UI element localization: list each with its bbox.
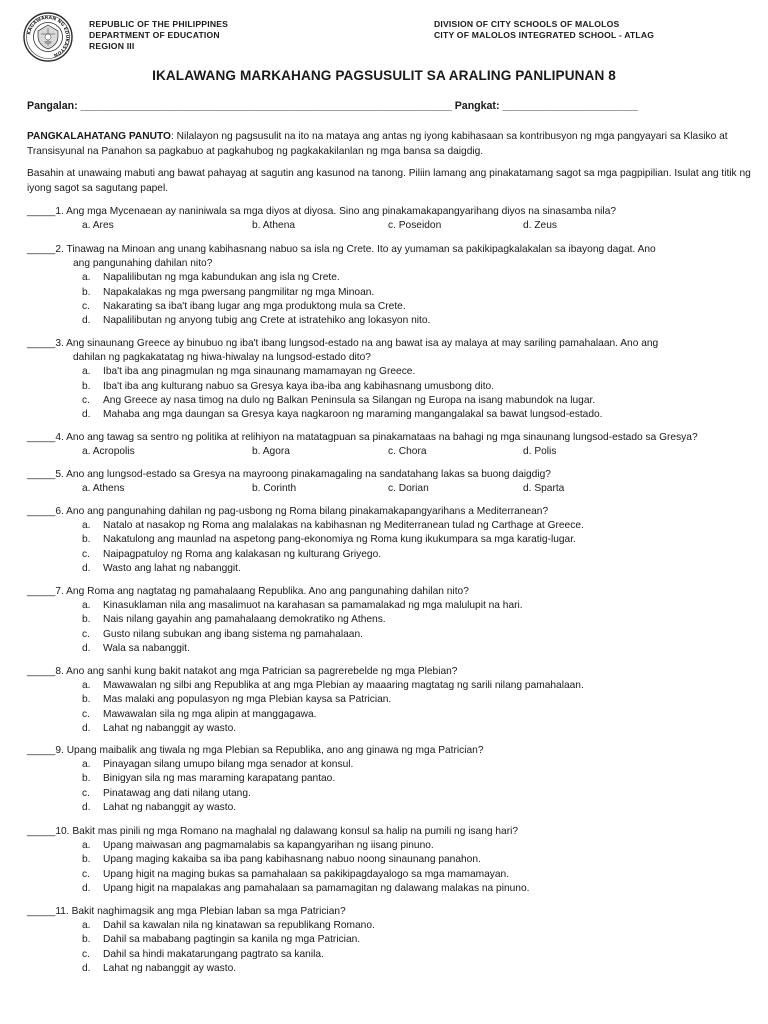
options-list	[27, 839, 757, 896]
option-letter: b.	[82, 380, 91, 392]
question-3	[27, 337, 757, 422]
question-text: Ang sinaunang Greece ay binubuo ng iba't ibang lungsod-estado na ang bawat isa ay malaya at may sariling pamahalaan. Ano ang	[66, 338, 659, 349]
option-b: b. Athena	[252, 220, 296, 232]
options-list	[27, 758, 757, 815]
option-d	[27, 562, 757, 576]
answer-blank[interactable]: _____	[27, 432, 56, 443]
option-text: Dahil sa mababang pagtingin sa kanila ng mga Patrician.	[103, 934, 361, 946]
option-letter: b.	[82, 534, 91, 546]
option-a	[27, 365, 757, 379]
options-row	[27, 219, 757, 233]
question-2	[27, 243, 757, 328]
header-school: CITY OF MALOLOS INTEGRATED SCHOOL - ATLAG	[434, 30, 655, 40]
option-letter: c.	[82, 300, 90, 312]
option-b	[27, 380, 757, 394]
option-text: Naipagpatuloy ng Roma ang kalakasan ng kulturang Griyego.	[103, 548, 382, 560]
question-4	[27, 431, 757, 459]
section-field[interactable]: _______________________	[502, 100, 638, 112]
options-list	[27, 519, 757, 576]
question-10	[27, 825, 757, 896]
question-text-continued: ang pangunahing dahilan nito?	[73, 258, 213, 270]
option-d	[27, 882, 757, 896]
option-c	[27, 394, 757, 408]
question-text: Ano ang tawag sa sentro ng politika at relihiyon na matatagpuan sa pinakamataas na bahagi ng mga sinaunang lungsod-estado sa Gresya?	[66, 432, 698, 443]
question-text: Tinawag na Minoan ang unang kabihasnang nabuo sa isla ng Crete. Ito ay yumaman sa pakikipagkalakalan sa ibayong dagat. Ano	[66, 244, 656, 255]
answer-blank[interactable]: _____	[27, 745, 56, 756]
question-number: 9.	[55, 745, 64, 756]
option-a	[27, 599, 757, 613]
question-number: 6.	[55, 506, 64, 517]
option-b	[27, 772, 757, 786]
option-c	[27, 868, 757, 882]
option-letter: a.	[82, 680, 91, 692]
question-text-continued: dahilan ng pagkakatatag ng hiwa-hiwalay na lungsod-estado dito?	[73, 352, 371, 364]
question-number: 4.	[55, 432, 64, 443]
option-text: Nais nilang gayahin ang pamahalaang demokratiko ng Athens.	[103, 614, 386, 626]
question-stem	[27, 585, 757, 599]
option-letter: c.	[82, 787, 90, 799]
option-text: Dahil sa hindi makatarungang pagtrato sa kanila.	[103, 948, 324, 960]
option-text: Gusto nilang subukan ang ibang sistema ng pamahalaan.	[103, 628, 363, 640]
option-letter: c.	[82, 708, 90, 720]
option-b	[27, 533, 757, 547]
option-d	[27, 801, 757, 815]
option-letter: b.	[82, 854, 91, 866]
name-label: Pangalan:	[27, 100, 78, 112]
question-text: Upang maibalik ang tiwala ng mga Plebian sa Republika, ano ang ginawa ng mga Patrician?	[66, 745, 484, 756]
question-7	[27, 585, 757, 656]
option-a	[27, 758, 757, 772]
question-stem	[27, 337, 757, 351]
option-a	[27, 679, 757, 693]
option-d	[27, 642, 757, 656]
header-division: DIVISION OF CITY SCHOOLS OF MALOLOS	[434, 19, 620, 29]
option-letter: d.	[82, 882, 91, 894]
option-letter: c.	[82, 628, 90, 640]
option-a	[27, 919, 757, 933]
question-stem	[27, 825, 757, 839]
option-text: Nakarating sa iba't ibang lugar ang mga produktong mula sa Crete.	[103, 300, 406, 312]
option-letter: a.	[82, 759, 91, 771]
question-8	[27, 665, 757, 736]
option-letter: d.	[82, 801, 91, 813]
header-department: DEPARTMENT OF EDUCATION	[89, 30, 220, 40]
option-letter: c.	[82, 548, 90, 560]
option-d: d. Polis	[523, 446, 557, 458]
options-list	[27, 919, 757, 976]
answer-blank[interactable]: _____	[27, 506, 56, 517]
option-letter: b.	[82, 614, 91, 626]
option-text: Upang maiwasan ang pagmamalabis sa kapangyarihan ng iisang pinuno.	[103, 840, 434, 852]
option-d	[27, 722, 757, 736]
option-a: a. Athens	[82, 483, 125, 495]
deped-seal-logo	[23, 12, 73, 62]
option-text: Upang higit na mapalakas ang pamahalaan sa pamamagitan ng dalawang malakas na pinuno.	[103, 882, 530, 894]
option-text: Lahat ng nabanggit ay wasto.	[103, 801, 237, 813]
option-b: b. Corinth	[252, 483, 297, 495]
option-c: c. Dorian	[388, 483, 429, 495]
option-text: Dahil sa kawalan nila ng kinatawan sa republikang Romano.	[103, 920, 375, 932]
option-b	[27, 613, 757, 627]
answer-blank[interactable]: _____	[27, 244, 56, 255]
question-stem	[27, 905, 757, 919]
question-number: 2.	[55, 244, 64, 255]
option-text: Napakalakas ng mga pwersang pangmilitar ng mga Minoan.	[103, 286, 375, 298]
options-list	[27, 599, 757, 656]
question-number: 10.	[55, 826, 70, 837]
option-text: Kinasuklaman nila ang masalimuot na karahasan sa pamamalakad ng mga malulupit na hari.	[103, 600, 523, 612]
option-letter: d.	[82, 642, 91, 654]
question-text: Ano ang lungsod-estado sa Gresya na mayroong pinakamagaling na sandatahang lakas sa buong daigdig?	[66, 469, 551, 480]
question-11	[27, 905, 757, 976]
option-c	[27, 628, 757, 642]
option-b: b. Agora	[252, 446, 290, 458]
option-text: Binigyan sila ng mas maraming karapatang pantao.	[103, 773, 336, 785]
answer-blank[interactable]: _____	[27, 338, 56, 349]
option-text: Natalo at nasakop ng Roma ang malalakas na kabihasnan ng Mediterranean tulad ng Carthage at Greece.	[103, 520, 584, 532]
option-d	[27, 314, 757, 328]
option-letter: b.	[82, 286, 91, 298]
option-text: Napalilibutan ng anyong tubig ang Crete at istratehiko ang lokasyon nito.	[103, 315, 431, 327]
option-text: Nakatulong ang maunlad na aspetong pang-ekonomiya ng Roma kung ikukumpara sa mga karatig-lugar.	[103, 534, 576, 546]
question-number: 8.	[55, 666, 64, 677]
option-d	[27, 408, 757, 422]
option-a: a. Acropolis	[82, 446, 135, 458]
answer-blank[interactable]: _____	[27, 826, 56, 837]
specific-instructions: Basahin at unawaing mabuti ang bawat pahayag at sagutin ang kasunod na tanong. Piliin lamang ang pinakatamang sagot sa mga pagpipilian. Isulat ang titik ng iyong sagot sa sagutang papel.	[27, 168, 751, 194]
question-6	[27, 505, 757, 576]
option-letter: d.	[82, 722, 91, 734]
general-instructions-text: : Nilalayon ng pagsusulit na ito na mataya ang antas ng iyong kabihasaan sa kontribusyon ng mga pangyayari sa Klasiko at Transisyunal na Panahon sa pagkabuo at pagkahubog ng pagkakakilanlan ng mga bansa sa daigdig.	[27, 131, 728, 157]
question-number: 7.	[55, 586, 64, 597]
option-text: Lahat ng nabanggit ay wasto.	[103, 722, 237, 734]
general-instructions	[27, 129, 755, 159]
options-row	[27, 445, 757, 459]
answer-blank[interactable]: _____	[27, 206, 56, 217]
option-a	[27, 271, 757, 285]
question-number: 3.	[55, 338, 64, 349]
name-field[interactable]: _______________________________________________________________	[80, 100, 452, 112]
option-letter: d.	[82, 562, 91, 574]
options-list	[27, 271, 757, 328]
option-letter: d.	[82, 409, 91, 421]
question-text: Ang Roma ang nagtatag ng pamahalaang Republika. Ano ang pangunahing dahilan nito?	[66, 586, 469, 597]
header-left	[89, 19, 228, 52]
option-letter: b.	[82, 773, 91, 785]
question-stem	[27, 431, 757, 445]
option-a	[27, 519, 757, 533]
option-text: Upang higit na maging bukas sa pamahalaan sa pakikipagdayalogo sa mga mamamayan.	[103, 868, 510, 880]
option-letter: a.	[82, 600, 91, 612]
answer-blank[interactable]: _____	[27, 586, 56, 597]
option-c	[27, 948, 757, 962]
option-letter: b.	[82, 694, 91, 706]
option-text: Mawawalan ng silbi ang Republika at ang mga Plebian ay maaaring magtatag ng sarili nilang pamahalaan.	[103, 680, 584, 692]
option-c: c. Poseidon	[388, 220, 442, 232]
option-text: Iba't iba ang kulturang nabuo sa Gresya kaya iba-iba ang kabihasnang umusbong dito.	[103, 380, 495, 392]
answer-blank[interactable]: _____	[27, 906, 56, 917]
options-list	[27, 679, 757, 736]
option-d: d. Sparta	[523, 483, 565, 495]
general-instructions-label: PANGKALAHATANG PANUTO	[27, 131, 171, 142]
question-text: Ang mga Mycenaean ay naniniwala sa mga diyos at diyosa. Sino ang pinakamakapangyarihang diyos na sinasamba nila?	[66, 206, 617, 217]
option-text: Pinayagan silang umupo bilang mga senador at konsul.	[103, 759, 354, 771]
option-text: Wasto ang lahat ng nabanggit.	[103, 562, 241, 574]
header-right	[434, 19, 654, 41]
question-text: Bakit naghimagsik ang mga Plebian laban sa mga Patrician?	[71, 906, 346, 917]
question-stem	[27, 505, 757, 519]
option-text: Upang maging kakaiba sa iba pang kabihasnang nabuo noong sinaunang panahon.	[103, 854, 481, 866]
option-text: Wala sa nabanggit.	[103, 642, 190, 654]
option-letter: a.	[82, 272, 91, 284]
header-region: REGION III	[89, 41, 135, 51]
name-section-row	[27, 100, 638, 112]
options-row	[27, 482, 757, 496]
option-b	[27, 693, 757, 707]
option-letter: c.	[82, 948, 90, 960]
option-text: Lahat ng nabanggit ay wasto.	[103, 962, 237, 974]
question-stem	[27, 468, 757, 482]
option-letter: a.	[82, 840, 91, 852]
option-text: Mahaba ang mga daungan sa Gresya kaya nagkaroon ng maraming mangangalakal sa bawat lungsod-estado.	[103, 409, 603, 421]
option-text: Pinatawag ang dati nilang utang.	[103, 787, 251, 799]
question-number: 1.	[55, 206, 64, 217]
option-letter: c.	[82, 394, 90, 406]
options-list	[27, 365, 757, 422]
option-b	[27, 933, 757, 947]
option-d	[27, 962, 757, 976]
answer-blank[interactable]: _____	[27, 469, 56, 480]
option-text: Napalilibutan ng mga kabundukan ang isla ng Crete.	[103, 272, 340, 284]
option-a: a. Ares	[82, 220, 114, 232]
option-b	[27, 853, 757, 867]
option-letter: d.	[82, 315, 91, 327]
question-number: 5.	[55, 469, 64, 480]
option-letter: a.	[82, 920, 91, 932]
option-letter: d.	[82, 962, 91, 974]
option-c	[27, 548, 757, 562]
option-text: Iba't iba ang pinagmulan ng mga sinaunang mamamayan ng Greece.	[103, 366, 416, 378]
option-text: Mas malaki ang populasyon ng mga Plebian kaysa sa Patrician.	[103, 694, 392, 706]
option-a	[27, 839, 757, 853]
option-c	[27, 787, 757, 801]
question-text: Ano ang sanhi kung bakit natakot ang mga Patrician sa pagrerebelde ng mga Plebian?	[66, 666, 458, 677]
option-d: d. Zeus	[523, 220, 557, 232]
option-text: Ang Greece ay nasa timog na dulo ng Balkan Peninsula sa Silangan ng Europa na isang mabundok na lugar.	[103, 394, 596, 406]
question-stem	[27, 744, 757, 758]
option-c	[27, 708, 757, 722]
option-c	[27, 300, 757, 314]
question-1	[27, 205, 757, 233]
question-number: 11.	[55, 906, 69, 917]
section-label: Pangkat:	[454, 100, 500, 112]
header-republic: REPUBLIC OF THE PHILIPPINES	[89, 19, 229, 29]
question-5	[27, 468, 757, 496]
svg-text:KAGAWARAN NG EDUKASYON: KAGAWARAN NG EDUKASYON	[27, 15, 70, 58]
option-letter: c.	[82, 868, 90, 880]
option-letter: b.	[82, 934, 91, 946]
question-text: Ano ang pangunahing dahilan ng pag-usbong ng Roma bilang pinakamakapangyarihans a Mediterranean?	[66, 506, 549, 517]
question-text: Bakit mas pinili ng mga Romano na maghalal ng dalawang konsul sa halip na pumili ng isang hari?	[72, 826, 519, 837]
option-c: c. Chora	[388, 446, 427, 458]
question-stem	[27, 243, 757, 257]
question-9	[27, 744, 757, 815]
option-b	[27, 286, 757, 300]
exam-title: IKALAWANG MARKAHANG PAGSUSULIT SA ARALING PANLIPUNAN 8	[152, 68, 616, 83]
option-text: Mawawalan sila ng mga alipin at manggagawa.	[103, 708, 317, 720]
answer-blank[interactable]: _____	[27, 666, 56, 677]
option-letter: a.	[82, 366, 91, 378]
question-stem	[27, 205, 757, 219]
question-stem	[27, 665, 757, 679]
option-letter: a.	[82, 520, 91, 532]
